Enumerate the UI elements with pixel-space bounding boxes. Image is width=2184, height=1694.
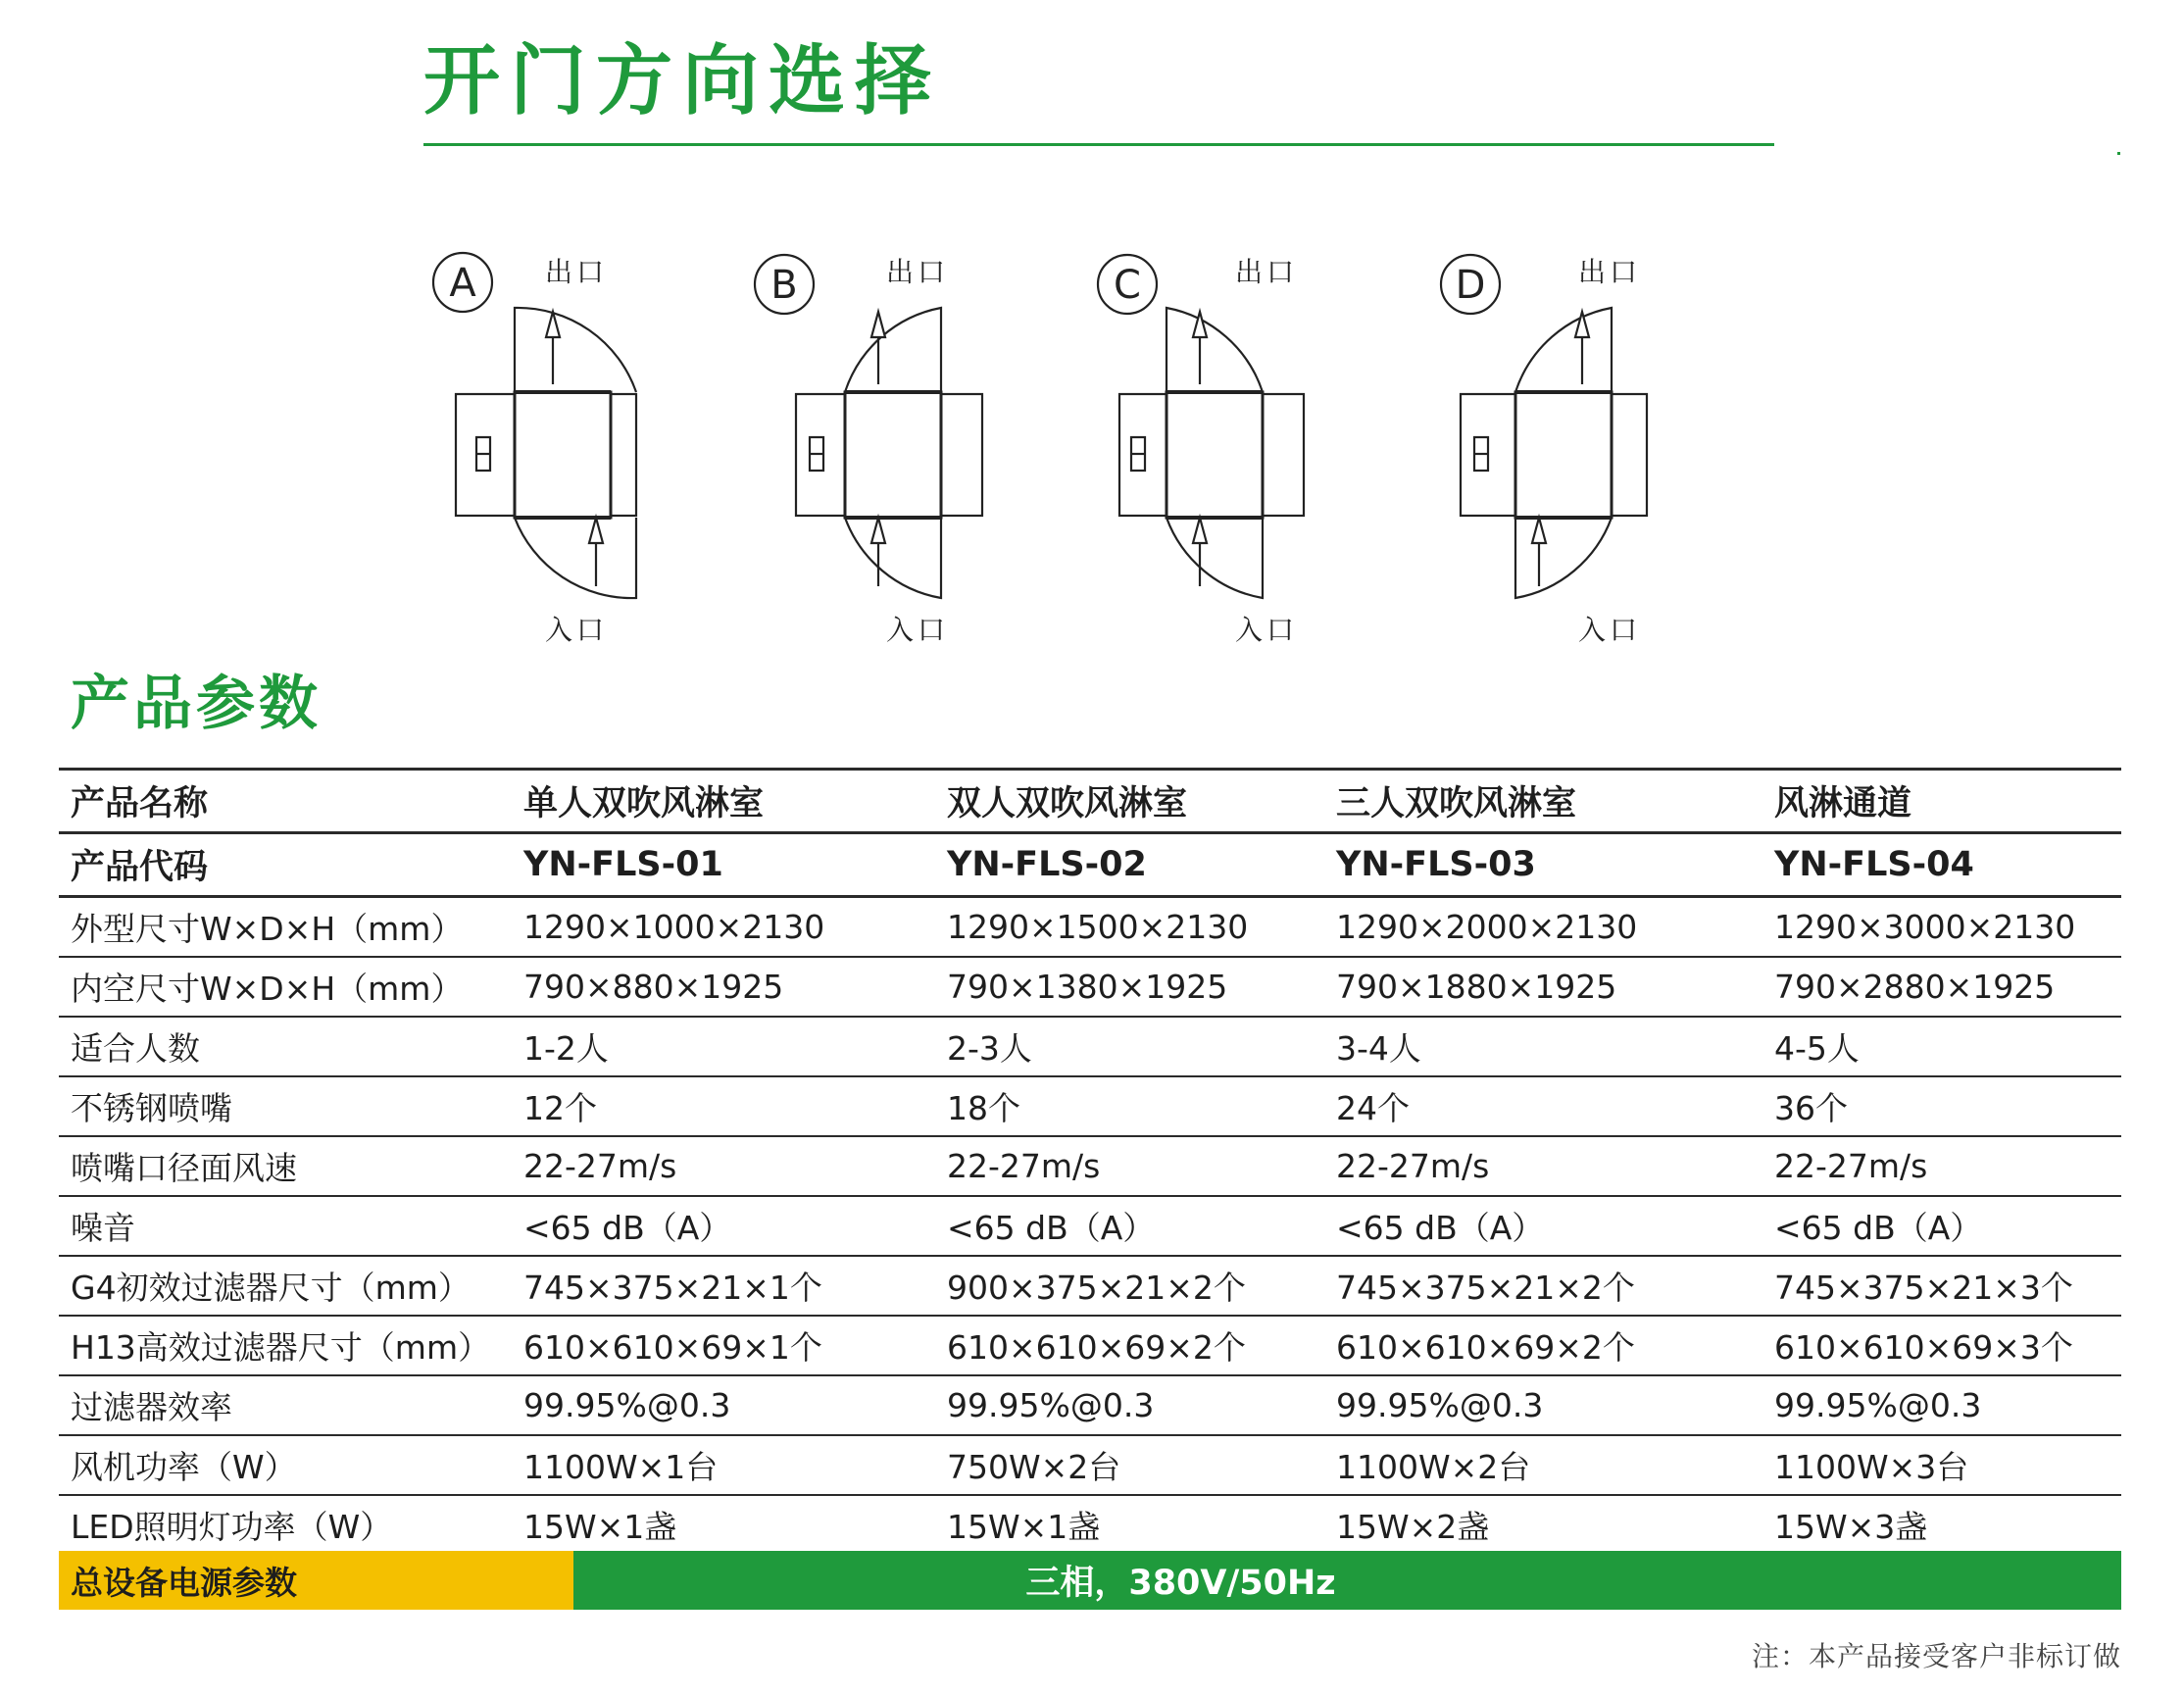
table-row: [59, 770, 2121, 833]
table-cell: 99.95%@0.3: [512, 1375, 935, 1435]
table-cell: 1100W×1台: [512, 1435, 935, 1495]
table-cell: 745×375×21×3个: [1762, 1256, 2121, 1316]
table-cell: 15W×1盏: [512, 1495, 935, 1555]
table-cell: 22-27m/s: [1324, 1136, 1762, 1196]
table-cell: 1290×1000×2130: [512, 897, 935, 958]
row-label: 喷嘴口径面风速: [59, 1136, 512, 1196]
table-row: [59, 1076, 2121, 1136]
header-cell: 产品名称: [59, 770, 512, 833]
table-cell: 750W×2台: [935, 1435, 1324, 1495]
table-cell: 99.95%@0.3: [1762, 1375, 2121, 1435]
table-cell: 99.95%@0.3: [1324, 1375, 1762, 1435]
product-params-title: 产品参数: [71, 670, 322, 738]
table-cell: 1290×3000×2130: [1762, 897, 2121, 958]
title-underline: [423, 143, 1774, 146]
diagram-a: [433, 253, 636, 646]
row-label: 过滤器效率: [59, 1375, 512, 1435]
row-label: LED照明灯功率（W）: [59, 1495, 512, 1555]
header-cell: 产品代码: [59, 833, 512, 897]
diagram-b-entry-label: 入口: [886, 614, 950, 646]
table-cell: 1290×1500×2130: [935, 897, 1324, 958]
diagram-c: [1098, 255, 1304, 646]
table-row: [59, 1017, 2121, 1076]
table-cell: 24个: [1324, 1076, 1762, 1136]
table-row: [59, 1316, 2121, 1375]
table-row: [59, 1256, 2121, 1316]
table-cell: 36个: [1762, 1076, 2121, 1136]
header-cell: 三人双吹风淋室: [1324, 770, 1762, 833]
table-cell: 4-5人: [1762, 1017, 2121, 1076]
row-label: 适合人数: [59, 1017, 512, 1076]
row-label: 内空尺寸W×D×H（mm）: [59, 957, 512, 1017]
table-cell: 610×610×69×2个: [935, 1316, 1324, 1375]
table-cell: 790×1380×1925: [935, 957, 1324, 1017]
table-cell: <65 dB（A）: [512, 1196, 935, 1256]
diagram-c-letter: C: [1114, 263, 1141, 308]
diagram-d-letter: D: [1455, 263, 1486, 308]
table-cell: 900×375×21×2个: [935, 1256, 1324, 1316]
table-cell: 790×1880×1925: [1324, 957, 1762, 1017]
table-cell: 22-27m/s: [512, 1136, 935, 1196]
header-cell: YN-FLS-04: [1762, 833, 2121, 897]
table-cell: <65 dB（A）: [935, 1196, 1324, 1256]
power-supply-label: 总设备电源参数: [59, 1551, 573, 1610]
diagram-a-letter: A: [449, 261, 476, 306]
diagram-a-entry-label: 入口: [545, 614, 609, 646]
row-label: 噪音: [59, 1196, 512, 1256]
custom-order-note: 注：本产品接受客户非标订做: [1751, 1640, 2121, 1672]
row-label: 外型尺寸W×D×H（mm）: [59, 897, 512, 958]
table-row: [59, 897, 2121, 958]
header-cell: YN-FLS-03: [1324, 833, 1762, 897]
table-cell: 22-27m/s: [1762, 1136, 2121, 1196]
table-cell: 1100W×3台: [1762, 1435, 2121, 1495]
table-cell: 745×375×21×2个: [1324, 1256, 1762, 1316]
table-cell: 18个: [935, 1076, 1324, 1136]
diagram-a-exit-label: 出口: [545, 256, 609, 288]
table-cell: 1100W×2台: [1324, 1435, 1762, 1495]
door-direction-diagrams: [412, 235, 1725, 657]
diagram-b-letter: B: [770, 263, 798, 308]
decorative-dot: [2117, 152, 2120, 155]
diagram-b-exit-label: 出口: [886, 256, 950, 288]
header-cell: 风淋通道: [1762, 770, 2121, 833]
table-cell: 3-4人: [1324, 1017, 1762, 1076]
table-cell: 745×375×21×1个: [512, 1256, 935, 1316]
table-row: [59, 1435, 2121, 1495]
header-cell: YN-FLS-01: [512, 833, 935, 897]
door-direction-title: 开门方向选择: [423, 37, 942, 125]
table-cell: 610×610×69×1个: [512, 1316, 935, 1375]
table-cell: 22-27m/s: [935, 1136, 1324, 1196]
table-cell: 1290×2000×2130: [1324, 897, 1762, 958]
table-cell: 15W×3盏: [1762, 1495, 2121, 1555]
table-cell: 2-3人: [935, 1017, 1324, 1076]
table-cell: 1-2人: [512, 1017, 935, 1076]
table-cell: 99.95%@0.3: [935, 1375, 1324, 1435]
table-cell: <65 dB（A）: [1762, 1196, 2121, 1256]
header-cell: YN-FLS-02: [935, 833, 1324, 897]
table-cell: <65 dB（A）: [1324, 1196, 1762, 1256]
table-cell: 15W×1盏: [935, 1495, 1324, 1555]
row-label: 风机功率（W）: [59, 1435, 512, 1495]
diagram-c-entry-label: 入口: [1235, 614, 1299, 646]
diagram-d-exit-label: 出口: [1578, 256, 1642, 288]
row-label: H13高效过滤器尺寸（mm）: [59, 1316, 512, 1375]
table-cell: 610×610×69×3个: [1762, 1316, 2121, 1375]
table-row: [59, 1375, 2121, 1435]
diagram-d-entry-label: 入口: [1578, 614, 1642, 646]
table-row: [59, 957, 2121, 1017]
power-supply-row: [59, 1551, 2121, 1610]
spec-table: [59, 768, 2121, 1556]
table-cell: 610×610×69×2个: [1324, 1316, 1762, 1375]
diagram-c-exit-label: 出口: [1235, 256, 1299, 288]
table-row: [59, 833, 2121, 897]
diagram-d: [1441, 255, 1647, 646]
header-cell: 单人双吹风淋室: [512, 770, 935, 833]
row-label: G4初效过滤器尺寸（mm）: [59, 1256, 512, 1316]
table-cell: 15W×2盏: [1324, 1495, 1762, 1555]
row-label: 不锈钢喷嘴: [59, 1076, 512, 1136]
table-cell: 790×880×1925: [512, 957, 935, 1017]
table-row: [59, 1136, 2121, 1196]
table-row: [59, 1196, 2121, 1256]
table-cell: 12个: [512, 1076, 935, 1136]
table-row: [59, 1495, 2121, 1555]
diagram-b: [755, 255, 982, 646]
table-cell: 790×2880×1925: [1762, 957, 2121, 1017]
header-cell: 双人双吹风淋室: [935, 770, 1324, 833]
power-supply-value: 三相，380V/50Hz: [573, 1551, 2121, 1610]
